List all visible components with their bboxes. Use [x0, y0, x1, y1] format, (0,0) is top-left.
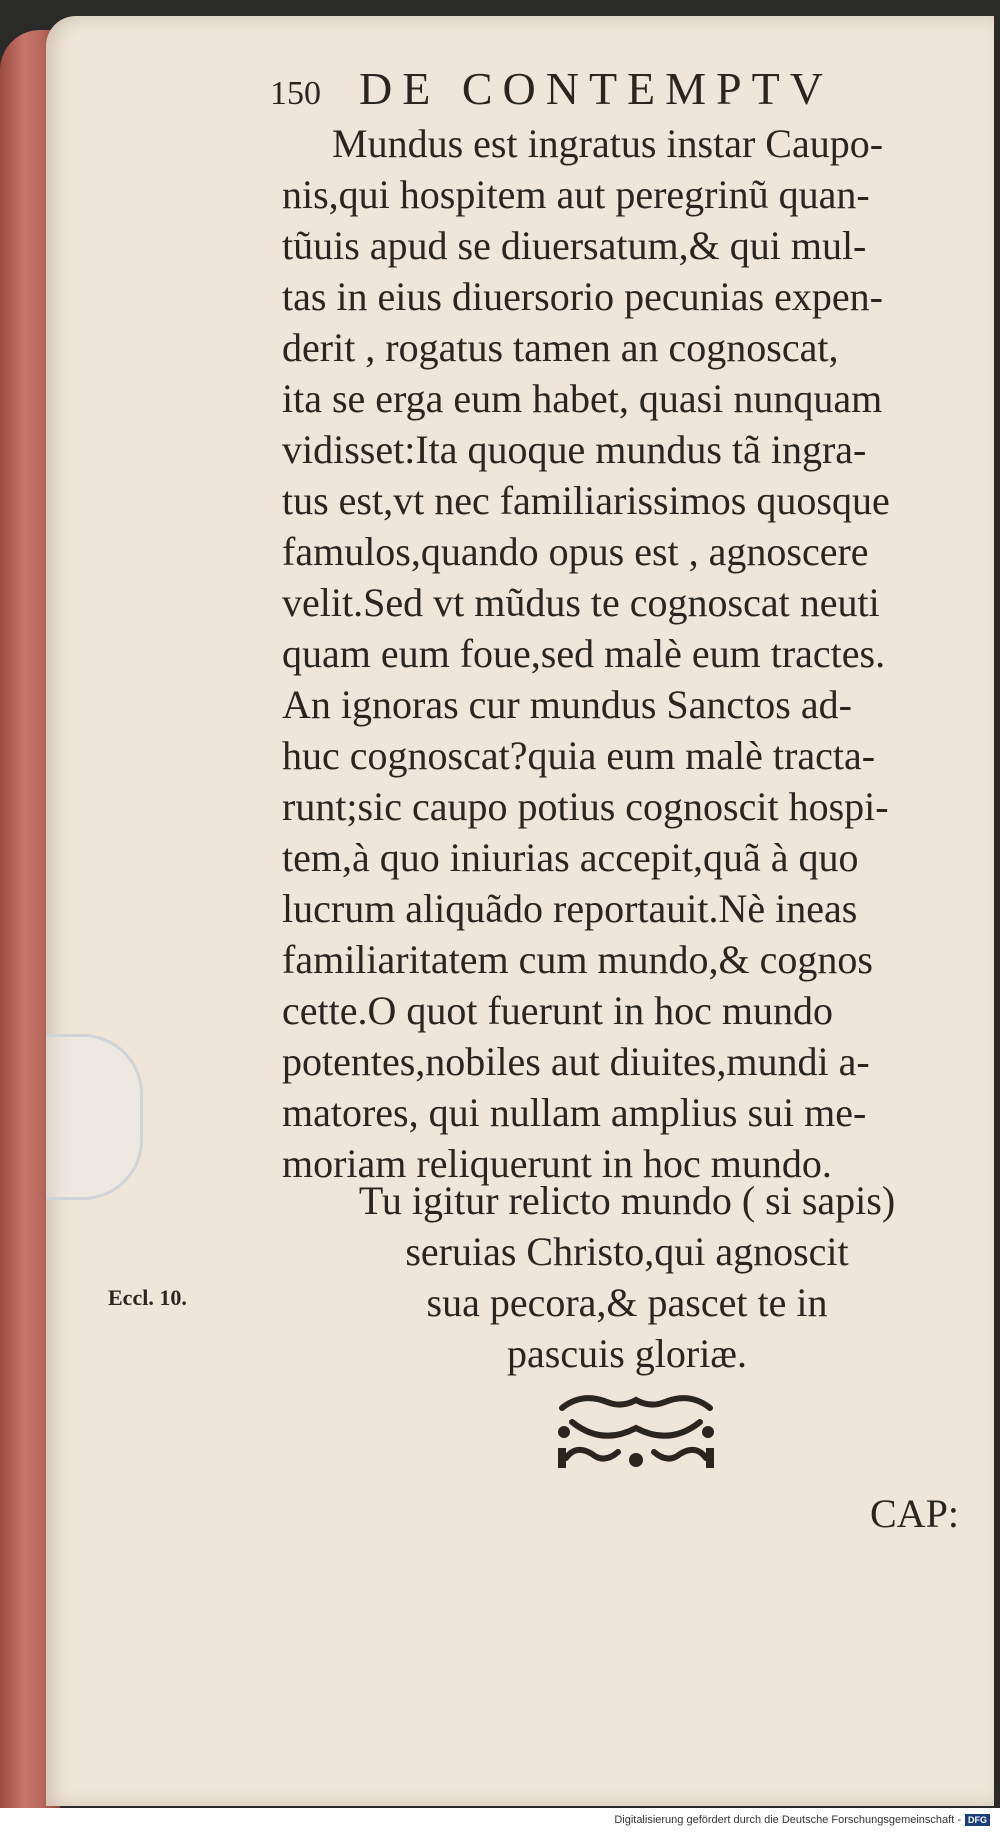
margin-reference: Eccl. 10.	[108, 1285, 187, 1310]
text-line: velit.Sed vt mũdus te cognoscat neuti	[282, 580, 880, 625]
text-line: derit , rogatus tamen an cognoscat,	[282, 325, 839, 370]
text-line: pascuis gloriæ.	[507, 1331, 747, 1376]
text-line: vidisset:Ita quoque mundus tã ingra-	[282, 427, 867, 472]
text-line: sua pecora,& pascet te in	[426, 1280, 828, 1325]
printer-ornament-icon	[552, 1388, 720, 1474]
text-line: matores, qui nullam amplius sui me-	[282, 1090, 867, 1135]
footer-text: Digitalisierung gefördert durch die Deutsche Forschungsgemeinschaft -	[614, 1814, 961, 1826]
body-text	[282, 118, 972, 1189]
text-line: seruias Christo,qui agnoscit	[405, 1229, 849, 1274]
text-line: cette.O quot fuerunt in hoc mundo	[282, 988, 833, 1033]
running-title: DE CONTEMPTV	[359, 63, 833, 114]
text-line: Tu igitur relicto mundo ( si sapis)	[358, 1178, 896, 1223]
text-line: runt;sic caupo potius cognoscit hospi-	[282, 784, 889, 829]
catchword: CAP:	[870, 1491, 959, 1536]
text-line: famulos,quando opus est , agnoscere	[282, 529, 869, 574]
dfg-logo: DFG	[965, 1814, 990, 1826]
page-number: 150	[270, 75, 321, 112]
text-line: nis,qui hospitem aut peregrinũ quan-	[282, 172, 870, 217]
text-line: An ignoras cur mundus Sanctos ad-	[282, 682, 852, 727]
page-clip	[46, 1034, 143, 1200]
text-line: huc cognoscat?quia eum malè tracta-	[282, 733, 876, 778]
text-line: quam eum foue,sed malè eum tractes.	[282, 631, 886, 676]
closing-paragraph	[282, 1175, 972, 1379]
text-line: potentes,nobiles aut diuites,mundi a-	[282, 1039, 870, 1084]
text-line: moriam reliquerunt in hoc mundo.	[282, 1141, 832, 1186]
text-line: tem,à quo iniurias accepit,quã à quo	[282, 835, 859, 880]
digitization-footer	[614, 1814, 990, 1826]
text-line: Mundus est ingratus instar Caupo-	[332, 121, 884, 166]
text-line: familiaritatem cum mundo,& cognos	[282, 937, 873, 982]
running-header	[270, 62, 910, 115]
text-line: tas in eius diuersorio pecunias expen-	[282, 274, 883, 319]
text-line: tũuis apud se diuersatum,& qui mul-	[282, 223, 867, 268]
text-line: ita se erga eum habet, quasi nunquam	[282, 376, 883, 421]
text-line: tus est,vt nec familiarissimos quosque	[282, 478, 890, 523]
text-line: lucrum aliquãdo reportauit.Nè ineas	[282, 886, 858, 931]
